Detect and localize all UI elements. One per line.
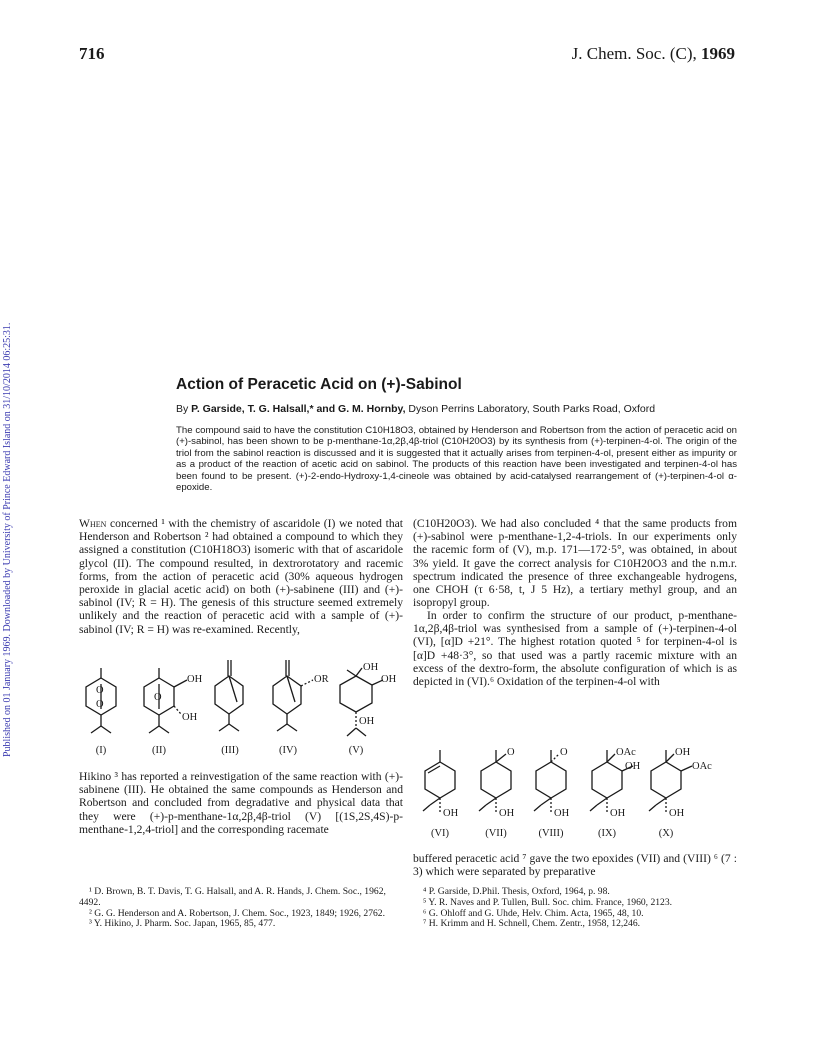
body-left-paragraph-2: Hikino ³ has reported a reinvestigation of the same reaction with (+)-sabinene (III). He obtained the same compounds as Henderson and Robertson and concluded from degradative and physical data that they were (+)-p-menthane-1α,2β,4β-triol (V) [(1S,2S,4S)-p-menthane-1,2,4-triol] and the corresponding racemate [79, 770, 403, 836]
oh-label: OH [610, 808, 626, 819]
structure-IX [590, 750, 633, 814]
footnote: ¹ D. Brown, B. T. Davis, T. G. Halsall, and A. R. Hands, J. Chem. Soc., 1962, 4492. [79, 886, 386, 908]
oh-label: OH [675, 747, 691, 758]
structures-figure-1 [79, 656, 403, 756]
oh-label: OH [499, 808, 515, 819]
body-right-paragraph-3: buffered peracetic acid ⁷ gave the two epoxides (VII) and (VIII) ⁶ (7 : 3) which were separated by preparative [413, 852, 737, 879]
footnote: ⁷ H. Krimm and H. Schnell, Chem. Zentr., 1958, 12,246. [423, 918, 641, 930]
ring-o-label: O [154, 692, 162, 703]
oh-label: OH [669, 808, 685, 819]
byline-prefix: By [176, 403, 192, 415]
oac-label: OAc [616, 747, 636, 758]
footnotes-left [79, 887, 403, 930]
affiliation: Dyson Perrins Laboratory, South Parks Road, Oxford [405, 403, 656, 415]
epoxide-o-label: O [560, 747, 568, 758]
oh-label: OH [187, 674, 203, 685]
structure-IV [273, 660, 313, 731]
structure-label: (II) [152, 745, 166, 756]
journal-header [572, 44, 735, 64]
oh-label: OH [554, 808, 570, 819]
oh-label: OH [363, 662, 379, 673]
footnotes-right [413, 887, 737, 930]
structure-label: (IX) [597, 828, 617, 839]
download-watermark[interactable]: Published on 01 January 1969. Downloaded by University of Prince Edward Island on 31/10/2014 06:25:31. [2, 322, 13, 758]
journal-name: J. Chem. Soc. (C), [571, 44, 701, 63]
article-title: Action of Peracetic Acid on (+)-Sabinol [176, 376, 462, 393]
oh-label: OH [625, 761, 641, 772]
structure-II [144, 668, 187, 733]
abstract: The compound said to have the constitution C10H18O3, obtained by Henderson and Robertson from the action of peracetic acid on (+)-sabinol, has been shown to be p-menthane-1α,2β,4β-triol (C10H20O3) by its synthesis from (+)-terpinen-4-ol. The origin of the triol from the sabinol reaction is discussed and it is suggested that it actually arises from terpinen-4-ol, present either as impurity or as a product of the reaction of acetic acid on sabinol. The products of this reaction have been investigated and terpinen-4-ol has been found to be present. (+)-2-endo-Hydroxy-1,4-cineole was obtained by acid-catalysed rearrangement of (+)-terpinen-4-ol α-epoxide. [176, 425, 737, 494]
body-right-paragraph-2: In order to confirm the structure of our product, p-menthane-1α,2β,4β-triol was synthesised from a sample of (+)-terpinen-4-ol (VI), [α]D +21°. The highest rotation quoted ⁵ for terpinen-4-ol is [α]D +48·3°, so that used was a partly racemic mixture with an excess of the dextro-form, the absolute configuration of which is as depicted in (VI).⁶ Oxidation of the terpinen-4-ol with [413, 609, 737, 689]
structure-label: (IV) [278, 745, 298, 756]
journal-year: 1969 [701, 44, 735, 63]
oac-label: OAc [692, 761, 712, 772]
structure-X [649, 750, 692, 814]
structure-VIII [534, 750, 566, 814]
structures-figure-2 [413, 744, 737, 844]
ring-o-label: O [96, 685, 104, 696]
footnote: ² G. G. Henderson and A. Robertson, J. Chem. Soc., 1923, 1849; 1926, 2762. [89, 907, 386, 919]
structure-label: (VI) [430, 828, 450, 839]
oh-label: OH [443, 808, 459, 819]
structure-label: (V) [348, 745, 364, 756]
oh-label: OH [381, 674, 397, 685]
footnote: ³ Y. Hikino, J. Pharm. Soc. Japan, 1965, 85, 477. [89, 918, 276, 930]
structure-III [215, 660, 243, 731]
oh-label: OH [359, 716, 375, 727]
structure-VI [423, 750, 455, 814]
lead-word: When [79, 517, 107, 530]
authors: P. Garside, T. G. Halsall,* and G. M. Hornby, [191, 403, 406, 415]
structure-VII [479, 750, 511, 814]
byline [176, 403, 655, 415]
body-left-paragraph-1 [79, 517, 403, 636]
footnote: ⁴ P. Garside, D.Phil. Thesis, Oxford, 1964, p. 98. [423, 886, 610, 897]
left-paragraph-1-text: concerned ¹ with the chemistry of ascaridole (I) we noted that Henderson and Robertson ² had obtained a compound to which they assigned a constitution (C10H18O3) isomeric with that of ascaridole glycol (II). The compound resulted, in dextrorotatory and racemic forms, from the action of peracetic acid (30% aqueous hydrogen peroxide in glacial acetic acid) on both (+)-sabinene (III) and (+)-sabinol (IV; R = H). The genesis of this structure seemed extremely unlikely and the reaction of peracetic acid with a sample of (+)-sabinol (IV; R = H) was re-examined. Recently, [79, 517, 403, 636]
structure-label: (I) [95, 745, 107, 756]
oh-label: OH [182, 712, 198, 723]
body-right-paragraph-1: (C10H20O3). We had also concluded ⁴ that the same products from (+)-sabinol were p-menthane-1,2-4-triols. In our experiments only the racemic form of (V), m.p. 171—172·5°, was obtained, in about 3% yield. It gave the correct analysis for C10H20O3 and the n.m.r. spectrum indicated the presence of three exchangeable hydrogens, one CHOH (τ 6·58, t, J 5 Hz), a tertiary methyl group, and an isopropyl group. [413, 517, 737, 610]
structure-label: (X) [658, 828, 674, 839]
or-label: OR [314, 674, 329, 685]
page-number: 716 [79, 44, 105, 63]
structure-label: (VII) [485, 828, 507, 839]
structure-label: (III) [221, 745, 239, 756]
epoxide-o-label: O [507, 747, 515, 758]
footnote: ⁵ Y. R. Naves and P. Tullen, Bull. Soc. chim. France, 1960, 2123. [423, 896, 673, 908]
structure-label: (VIII) [538, 828, 564, 839]
footnote: ⁶ G. Ohloff and G. Uhde, Helv. Chim. Acta, 1965, 48, 10. [423, 907, 644, 919]
ring-o-label: O [96, 699, 104, 710]
